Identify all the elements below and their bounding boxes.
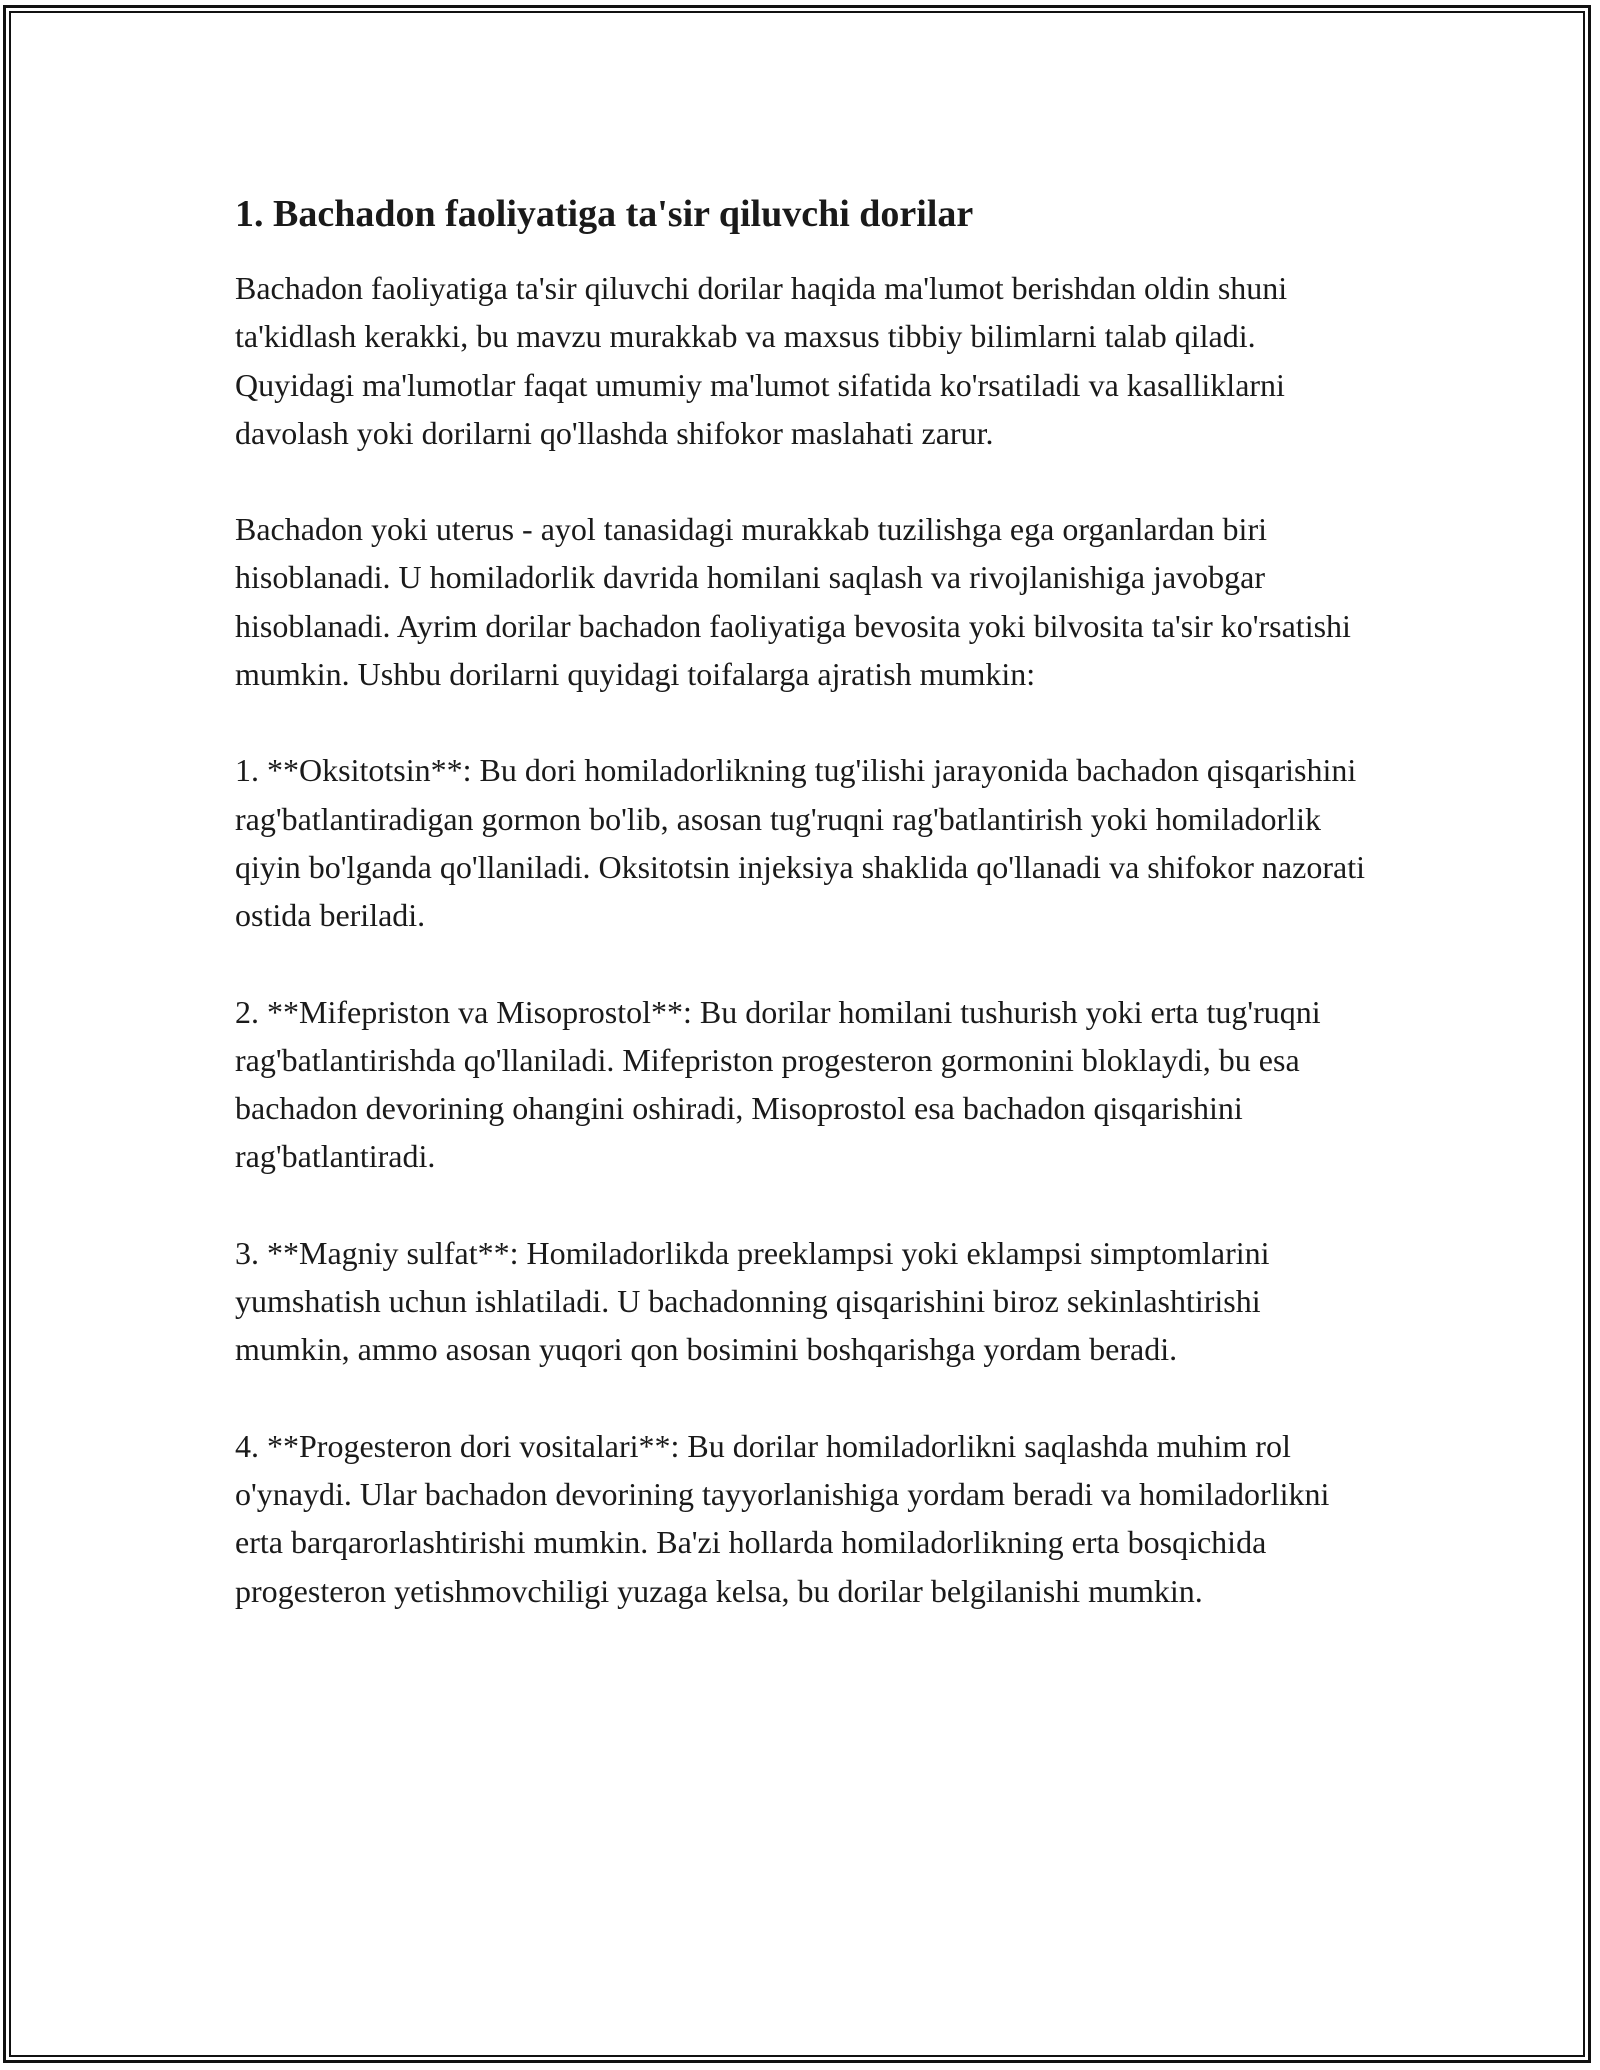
list-item-oksitotsin: 1. **Oksitotsin**: Bu dori homiladorlikning tug'ilishi jarayonida bachadon qisqarishini rag'batlantiradigan gormon bo'lib, asosan tug'ruqni rag'batlantirish yoki homiladorlik qiyin bo'lganda qo'llaniladi. Oksitotsin injeksiya shaklida qo'llanadi va shifokor nazorati ostida beriladi. (235, 752, 1365, 934)
list-item-progesteron: 4. **Progesteron dori vositalari**: Bu dorilar homiladorlikni saqlashda muhim rol o'ynaydi. Ular bachadon devorining tayyorlanishiga yordam beradi va homiladorlikni erta barqarorlashtirishi mumkin. Ba'zi hollarda homiladorlikning erta bosqichida progesteron yetishmovchiligi yuzaga kelsa, bu dorilar belgilanishi mumkin. (235, 1427, 1330, 1609)
paragraph-intro: Bachadon faoliyatiga ta'sir qiluvchi dorilar haqida ma'lumot berishdan oldin shuni ta'kidlash kerakki, bu mavzu murakkab va maxsus tibbiy bilimlarni talab qiladi. Quyidagi ma'lumotlar faqat umumiy ma'lumot sifatida ko'rsatiladi va kasalliklarni davolash yoki dorilarni qo'llashda shifokor maslahati zarur. (235, 270, 1288, 451)
list-item-mifepriston: 2. **Mifepriston va Misoprostol**: Bu dorilar homilani tushurish yoki erta tug'ruqni rag'batlantirishda qo'llaniladi. Mifepriston progesteron gormonini bloklaydi, bu esa bachadon devorining ohangini oshiradi, Misoprostol esa bachadon qisqarishini rag'batlantiradi. (235, 993, 1321, 1175)
document-body (235, 186, 1375, 1663)
list-item-magniy-sulfat: 3. **Magniy sulfat**: Homiladorlikda preeklampsi yoki eklampsi simptomlarini yumshatish uchun ishlatiladi. U bachadonning qisqarishini biroz sekinlashtirishi mumkin, ammo asosan yuqori qon bosimini boshqarishga yordam beradi. (235, 1234, 1270, 1368)
document-title: 1. Bachadon faoliyatiga ta'sir qiluvchi dorilar (235, 193, 974, 235)
paragraph-uterus: Bachadon yoki uterus - ayol tanasidagi murakkab tuzilishga ega organlardan biri hisoblanadi. U homiladorlik davrida homilani saqlash va rivojlanishiga javobgar hisoblanadi. Ayrim dorilar bachadon faoliyatiga bevosita yoki bilvosita ta'sir ko'rsatishi mumkin. Ushbu dorilarni quyidagi toifalarga ajratish mumkin: (235, 511, 1351, 693)
